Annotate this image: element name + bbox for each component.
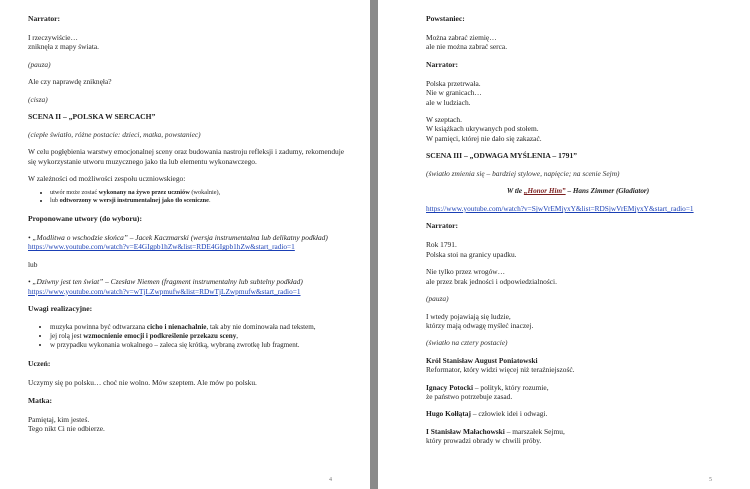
song-title: • „Dziwny jest ten świat” – Czesław Niemen bbox=[28, 277, 160, 287]
page-number: 5 bbox=[709, 477, 712, 483]
character-name: Hugo Kołłątaj bbox=[426, 409, 471, 419]
narrator-label: Narrator: bbox=[28, 14, 61, 23]
narrator-speech bbox=[426, 115, 730, 143]
character-name: I Stanisław Małachowski bbox=[426, 426, 505, 436]
music-link-wrap bbox=[426, 204, 730, 213]
character-name: Ignacy Potocki bbox=[426, 382, 474, 392]
stage-direction: (pauza) bbox=[426, 294, 449, 304]
stage-direction: (światło zmienia się – bardziej stylowe, napięcie; na scenie Sejm) bbox=[426, 169, 620, 179]
speech-line: zniknęła z mapy świata. bbox=[28, 42, 100, 52]
character-entry: Hugo Kołłątaj – człowiek idei i odwagi. bbox=[426, 409, 548, 419]
insurgent-speech bbox=[426, 33, 730, 52]
list-item: • utwór może zostać wykonany na żywo przez uczniów (wokalnie), bbox=[50, 189, 350, 197]
page-gap bbox=[370, 0, 378, 489]
song-note: (wersja instrumentalna lub delikatny podkład) bbox=[188, 233, 328, 243]
youtube-link[interactable]: https://www.youtube.com/watch?v=E4GIgpb1hZw&list=RDE4GIgpb1hZw&start_radio=1 bbox=[28, 242, 295, 252]
list-item: • w przypadku wykonania wokalnego – zaleca się krótką, wybraną zwrotkę lub fragment. bbox=[50, 341, 350, 350]
music-line: W tle „Honor Him” – Hans Zimmer (Gladiator) bbox=[506, 186, 650, 195]
speech-line: W książkach ukrywanych pod stołem. bbox=[426, 124, 539, 134]
speech-line: Tego nikt Ci nie odbierze. bbox=[28, 423, 105, 433]
speech-line: ale w ludziach. bbox=[426, 97, 471, 107]
speech-line: Polska przetrwała. bbox=[426, 78, 481, 88]
speech-line: W pamięci, której nie dało się zakazać. bbox=[426, 133, 542, 143]
narrator-speech bbox=[426, 267, 730, 286]
youtube-link[interactable]: https://www.youtube.com/watch?v=SjwVrEMjyxY&list=RDSjwVrEMjyxY&start_radio=1 bbox=[426, 204, 694, 214]
narrator-speech bbox=[28, 33, 350, 52]
character-desc: że państwo potrzebuje zasad. bbox=[426, 391, 513, 401]
scene-title: SCENA II – „POLSKA W SERCACH” bbox=[28, 112, 156, 122]
song-title: • „Modlitwa o wschodzie słońca” – Jacek Kaczmarski bbox=[28, 233, 189, 243]
character-entry bbox=[426, 356, 730, 375]
stage-direction: (ciepłe światło, różne postacie: dzieci, matka, powstaniec) bbox=[28, 130, 201, 140]
list-item: • muzyka powinna być odtwarzana cicho i nienachalnie, tak aby nie dominowała nad tekstem, bbox=[50, 323, 350, 332]
stage-direction: (cisza) bbox=[28, 94, 48, 104]
narrator-speech bbox=[426, 240, 730, 259]
speech-line: którzy mają odwagę myśleć inaczej. bbox=[426, 320, 534, 330]
page-number: 4 bbox=[329, 477, 332, 483]
speech-line: Rok 1791. bbox=[426, 240, 457, 250]
speech-line: I rzeczywiście… bbox=[28, 33, 78, 42]
song-entry bbox=[28, 233, 350, 252]
music-title: „Honor Him” bbox=[523, 186, 566, 195]
speech-line: W szeptach. bbox=[426, 115, 462, 125]
remarks-heading: Uwagi realizacyjne: bbox=[28, 304, 93, 314]
character-entry: Ignacy Potocki – polityk, który rozumie, że państwo potrzebuje zasad. bbox=[426, 383, 730, 402]
song-note: (fragment instrumentalny lub subtelny podkład) bbox=[159, 277, 303, 287]
character-name: Król Stanisław August Poniatowski bbox=[426, 355, 538, 365]
document-page-left bbox=[0, 0, 370, 489]
list-item: • lub odtworzony w wersji instrumentalnej jako tło sceniczne. bbox=[50, 197, 350, 205]
list-item: • jej rolą jest wzmocnienie emocji i podkreślenie przekazu sceny, bbox=[50, 332, 350, 341]
narrator-label: Narrator: bbox=[426, 59, 459, 69]
speech-line: Nie w granicach… bbox=[426, 88, 482, 98]
character-desc: Reformator, który widzi więcej niż teraźniejszość. bbox=[426, 365, 575, 375]
student-label: Uczeń: bbox=[28, 359, 51, 369]
speech-line: Nie tylko przez wrogów… bbox=[426, 267, 506, 277]
intro-paragraph: W celu pogłębienia warstwy emocjonalnej sceny oraz budowania nastroju refleksji i zadumy, rekomenduje się wykorzystanie utworu muzycznego jako tła lub elementu wykonawczego. bbox=[28, 147, 345, 166]
student-line: Uczymy się po polsku… choć nie wolno. Mów szeptem. Ale mów po polsku. bbox=[28, 378, 257, 388]
options-intro: W zależności od możliwości zespołu uczniowskiego: bbox=[28, 174, 186, 184]
options-list bbox=[28, 189, 350, 205]
question-line: Ale czy naprawdę zniknęła? bbox=[28, 77, 112, 87]
narrator-speech bbox=[426, 312, 730, 331]
character-desc: który prowadzi obrady w chwili próby. bbox=[426, 436, 542, 446]
scene-title: SCENA III – „ODWAGA MYŚLENIA – 1791” bbox=[426, 151, 578, 161]
stage-direction: (pauza) bbox=[28, 59, 51, 69]
proposed-heading: Proponowane utwory (do wyboru): bbox=[28, 214, 142, 224]
youtube-link[interactable]: https://www.youtube.com/watch?v=wTjLZwpmufw&list=RDwTjLZwpmufw&start_radio=1 bbox=[28, 286, 301, 296]
remarks-list bbox=[28, 323, 350, 350]
speech-line: Można zabrać ziemię… bbox=[426, 33, 497, 42]
mother-speech bbox=[28, 415, 350, 434]
narrator-label: Narrator: bbox=[426, 221, 459, 231]
speech-line: ale nie można zabrać serca. bbox=[426, 42, 508, 52]
speech-line: ale przez brak jedności i odpowiedzialności. bbox=[426, 276, 557, 286]
document-page-right bbox=[378, 0, 750, 489]
mother-label: Matka: bbox=[28, 395, 53, 405]
speech-line: I wtedy pojawiają się ludzie, bbox=[426, 311, 511, 321]
speech-line: Polska stoi na granicy upadku. bbox=[426, 249, 517, 259]
insurgent-label: Powstaniec: bbox=[426, 14, 465, 23]
stage-direction: (światło na cztery postacie) bbox=[426, 338, 508, 348]
speech-line: Pamiętaj, kim jesteś. bbox=[28, 414, 90, 424]
or-word: lub bbox=[28, 259, 38, 269]
song-entry bbox=[28, 277, 350, 296]
narrator-speech bbox=[426, 79, 730, 107]
character-entry: I Stanisław Małachowski – marszałek Sejmu, który prowadzi obrady w chwili próby. bbox=[426, 427, 730, 446]
